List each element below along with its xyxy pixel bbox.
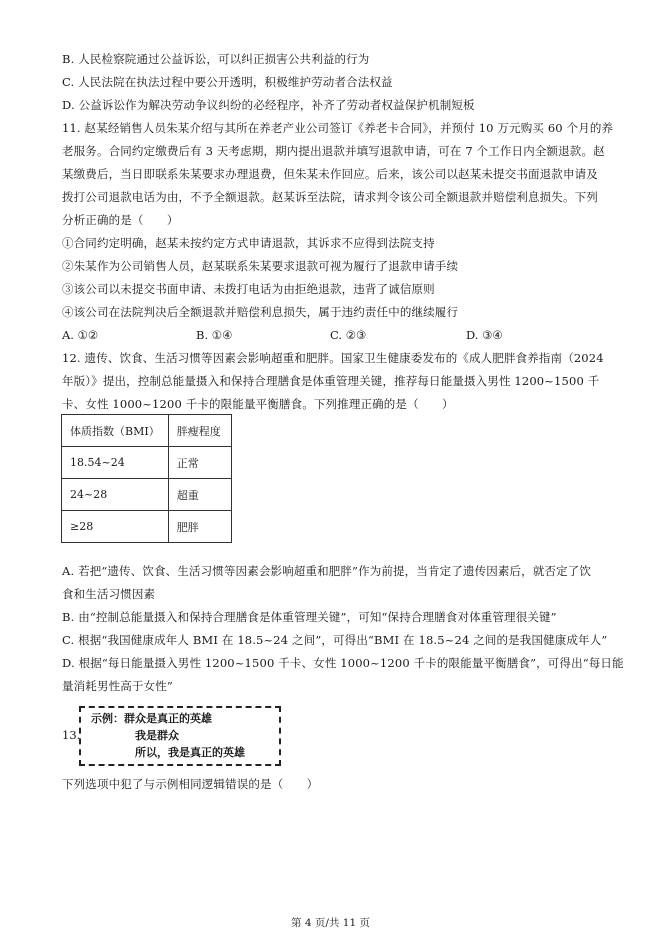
- table-cell: 正常: [168, 447, 231, 479]
- q11-option-c: C. ②③: [330, 328, 367, 342]
- example-line-3: 所以，我是真正的英雄: [135, 746, 245, 759]
- q11-statement-3: ③该公司以未提交书面申请、未拨打电话为由拒绝退款，违背了诚信原则: [62, 282, 435, 296]
- table-cell: 超重: [168, 479, 231, 511]
- prev-option-b: B. 人民检察院通过公益诉讼，可以纠正损害公共利益的行为: [62, 52, 370, 66]
- example-line-2: 我是群众: [135, 729, 179, 742]
- table-row: [62, 447, 232, 479]
- table-row: [62, 511, 232, 543]
- q12-stem-line: 年版）》提出，控制总能量摄入和保持合理膳食是体重管理关键，推荐每日能量摄入男性 1200~1500 千: [62, 374, 600, 388]
- q11-stem-line: 老服务。合同约定缴费后有 3 天考虑期，期内提出退款并填写退款申请，可在 7 个工作日内全额退款。赵: [62, 144, 605, 158]
- table-cell: 24~28: [62, 479, 169, 511]
- table-cell: 肥胖: [168, 511, 231, 543]
- q12-option-d: D. 根据“每日能量摄入男性 1200~1500 千卡、女性 1000~1200 千卡的限能量平衡膳食”，可得出“每日能: [62, 656, 624, 670]
- prev-option-d: D. 公益诉讼作为解决劳动争议纠纷的必经程序，补齐了劳动者权益保护机制短板: [62, 98, 475, 112]
- q13-stem: 下列选项中犯了与示例相同逻辑错误的是（ ）: [62, 777, 319, 791]
- q12-option-b: B. 由“控制总能量摄入和保持合理膳食是体重管理关键”，可知“保持合理膳食对体重管理很关键”: [62, 610, 557, 624]
- table-header-bmi: 体质指数（BMI）: [62, 415, 169, 447]
- q11-stem-line: 11. 赵某经销售人员朱某介绍与其所在养老产业公司签订《养老卡合同》，并预付 10 万元购买 60 个月的养: [62, 121, 614, 135]
- q11-option-d: D. ③④: [466, 328, 503, 342]
- table-header-level: 胖瘦程度: [168, 415, 231, 447]
- table-row: [62, 479, 232, 511]
- q12-option-a-cont: 食和生活习惯因素: [62, 587, 156, 601]
- q11-stem-line: 某缴费后，当日即联系朱某要求办理退费，但朱某未作回应。后来，该公司以赵某未提交书面退款申请及: [62, 167, 598, 181]
- page-footer: 第 4 页/共 11 页: [291, 917, 370, 929]
- example-box: [79, 706, 281, 766]
- prev-option-c: C. 人民法院在执法过程中要公开透明，积极维护劳动者合法权益: [62, 75, 393, 89]
- q13-number: 13.: [62, 728, 81, 742]
- example-line-1: 示例：群众是真正的英雄: [91, 712, 212, 725]
- q11-stem-line: 分析正确的是（ ）: [62, 213, 179, 227]
- q11-stem-line: 拨打公司退款电话为由，不予全额退款。赵某诉至法院，请求判令该公司全额退款并赔偿利息损失。下列: [62, 190, 598, 204]
- bmi-table: [61, 414, 232, 543]
- q12-option-c: C. 根据“我国健康成年人 BMI 在 18.5~24 之间”，可得出“BMI 在 18.5~24 之间的是我国健康成年人”: [62, 633, 608, 647]
- q11-option-a: A. ①②: [62, 328, 99, 342]
- q11-statement-2: ②朱某作为公司销售人员，赵某联系朱某要求退款可视为履行了退款申请手续: [62, 259, 459, 273]
- table-cell: ≥28: [62, 511, 169, 543]
- q11-option-b: B. ①④: [196, 328, 233, 342]
- q12-option-d-cont: 量消耗男性高于女性”: [62, 679, 173, 693]
- table-cell: 18.54~24: [62, 447, 169, 479]
- q12-stem-line: 卡、女性 1000~1200 千卡的限能量平衡膳食。下列推理正确的是（ ）: [62, 397, 454, 411]
- q12-stem-line: 12. 遗传、饮食、生活习惯等因素会影响超重和肥胖。国家卫生健康委发布的《成人肥胖食养指南（2024: [62, 351, 604, 365]
- q11-statement-1: ①合同约定明确，赵某未按约定方式申请退款，其诉求不应得到法院支持: [62, 236, 435, 250]
- q12-option-a: A. 若把“遗传、饮食、生活习惯等因素会影响超重和肥胖”作为前提，当肯定了遗传因素后，就否定了饮: [62, 564, 592, 578]
- table-header-row: [62, 415, 232, 447]
- q11-statement-4: ④该公司在法院判决后全额退款并赔偿利息损失，属于违约责任中的继续履行: [62, 305, 459, 319]
